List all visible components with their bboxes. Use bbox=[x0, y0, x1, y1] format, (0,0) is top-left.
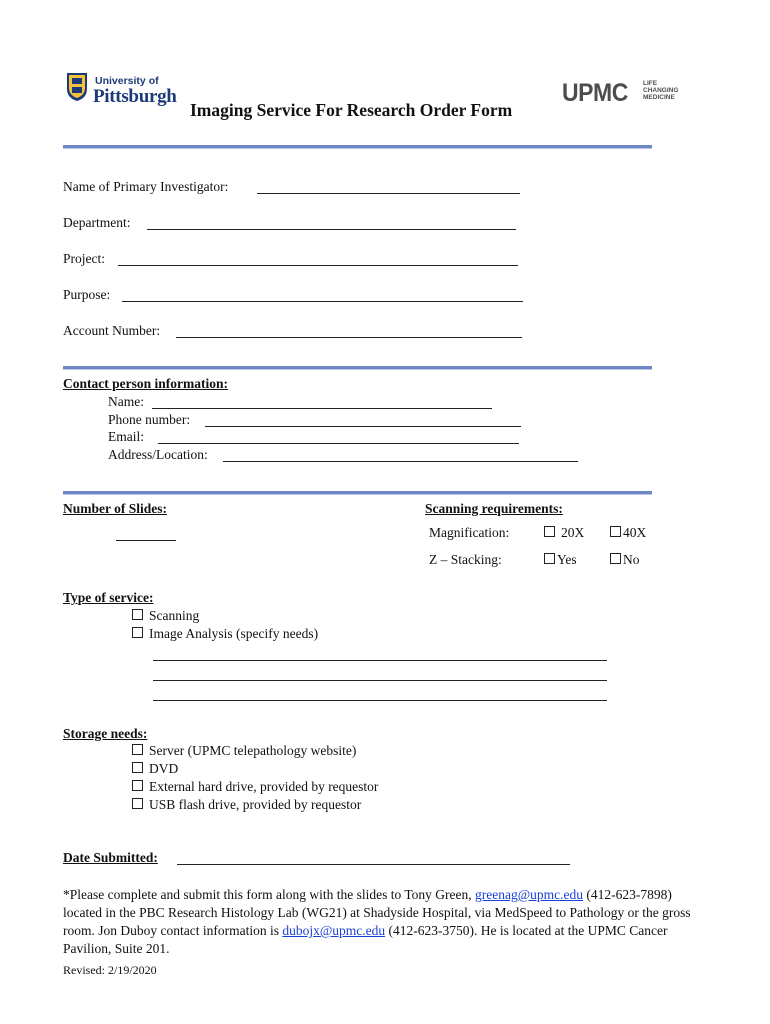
z-yes-checkbox[interactable] bbox=[544, 553, 555, 564]
department-field[interactable] bbox=[147, 229, 516, 230]
storage-dvd-option[interactable] bbox=[132, 761, 178, 777]
z-yes-label: Yes bbox=[557, 552, 577, 567]
contact-name-field[interactable] bbox=[152, 408, 492, 409]
upmc-tag-3: MEDICINE bbox=[643, 94, 675, 101]
footer-text-2: (412-623-7898) located in the PBC Research Histology Lab (WG21) at Shadyside Hospital, via MedSpeed to Pathology or the gross room. Jon Duboy contact information is bbox=[63, 887, 691, 938]
contact-email-label: Email: bbox=[108, 429, 144, 444]
service-scanning-checkbox[interactable] bbox=[132, 609, 143, 620]
storage-usb-label: USB flash drive, provided by requestor bbox=[149, 797, 362, 812]
project-label: Project: bbox=[63, 251, 105, 266]
slides-heading: Number of Slides: bbox=[63, 501, 168, 516]
service-scanning-option[interactable] bbox=[132, 608, 199, 624]
z-no-label: No bbox=[623, 552, 640, 567]
contact-phone-label: Phone number: bbox=[108, 412, 191, 427]
mag-40x-label: 40X bbox=[623, 525, 647, 540]
pitt-logo-name: Pittsburgh bbox=[93, 86, 177, 107]
storage-usb-option[interactable] bbox=[132, 797, 361, 813]
contact-address-label: Address/Location: bbox=[108, 447, 208, 462]
service-analysis-option[interactable] bbox=[132, 626, 318, 642]
analysis-needs-line-2[interactable] bbox=[153, 680, 607, 681]
analysis-needs-line-3[interactable] bbox=[153, 700, 607, 701]
z-no-checkbox[interactable] bbox=[610, 553, 621, 564]
service-analysis-checkbox[interactable] bbox=[132, 627, 143, 638]
zstack-label: Z – Stacking: bbox=[429, 552, 502, 567]
account-field[interactable] bbox=[176, 337, 522, 338]
department-label: Department: bbox=[63, 215, 131, 230]
divider-3 bbox=[63, 491, 652, 494]
footer-text-1: *Please complete and submit this form along with the slides to Tony Green, bbox=[63, 887, 475, 902]
upmc-tag-1: LIFE bbox=[643, 80, 658, 87]
z-yes-option[interactable] bbox=[544, 552, 577, 568]
analysis-needs-line-1[interactable] bbox=[153, 660, 607, 661]
storage-hdd-checkbox[interactable] bbox=[132, 780, 143, 791]
divider-1 bbox=[63, 145, 652, 148]
purpose-field[interactable] bbox=[122, 301, 523, 302]
scanning-heading: Scanning requirements: bbox=[425, 501, 563, 516]
contact-email-field[interactable] bbox=[158, 443, 519, 444]
storage-dvd-checkbox[interactable] bbox=[132, 762, 143, 773]
storage-server-option[interactable] bbox=[132, 743, 356, 759]
storage-dvd-label: DVD bbox=[149, 761, 179, 776]
mag-20x-checkbox[interactable] bbox=[544, 526, 555, 537]
pi-label: Name of Primary Investigator: bbox=[63, 179, 229, 194]
account-label: Account Number: bbox=[63, 323, 161, 338]
mag-20x-option[interactable] bbox=[544, 525, 584, 541]
page-title: Imaging Service For Research Order Form bbox=[190, 100, 513, 120]
footer-text-3: (412-623-3750). He is located at the UPMC Cancer Pavilion, Suite 201. bbox=[63, 923, 668, 956]
divider-2 bbox=[63, 366, 652, 369]
storage-server-label: Server (UPMC telepathology website) bbox=[149, 743, 357, 758]
storage-hdd-option[interactable] bbox=[132, 779, 378, 795]
email-link-duboy[interactable]: dubojx@upmc.edu bbox=[282, 923, 386, 938]
date-label: Date Submitted: bbox=[63, 850, 158, 865]
date-field[interactable] bbox=[177, 864, 570, 865]
magnification-label: Magnification: bbox=[429, 525, 510, 540]
contact-phone-field[interactable] bbox=[205, 426, 521, 427]
slides-count-field[interactable] bbox=[116, 540, 176, 541]
mag-40x-checkbox[interactable] bbox=[610, 526, 621, 537]
upmc-logo: UPMC bbox=[562, 79, 628, 107]
upmc-tag-2: CHANGING bbox=[643, 87, 679, 94]
z-no-option[interactable] bbox=[610, 552, 640, 568]
pitt-logo-top: University of bbox=[95, 75, 159, 87]
contact-address-field[interactable] bbox=[223, 461, 578, 462]
contact-name-label: Name: bbox=[108, 394, 144, 409]
footer-note bbox=[63, 886, 708, 958]
pitt-shield-icon bbox=[66, 72, 88, 102]
mag-20x-label: 20X bbox=[561, 525, 585, 540]
purpose-label: Purpose: bbox=[63, 287, 111, 302]
service-scanning-label: Scanning bbox=[149, 608, 200, 623]
project-field[interactable] bbox=[118, 265, 518, 266]
service-heading: Type of service: bbox=[63, 590, 154, 605]
pi-field[interactable] bbox=[257, 193, 520, 194]
mag-40x-option[interactable] bbox=[610, 525, 646, 541]
revised-date: Revised: 2/19/2020 bbox=[63, 963, 157, 977]
contact-heading: Contact person information: bbox=[63, 376, 228, 391]
upmc-tagline bbox=[643, 80, 678, 101]
email-link-green[interactable]: greenag@upmc.edu bbox=[475, 887, 584, 902]
service-analysis-label: Image Analysis (specify needs) bbox=[149, 626, 319, 641]
storage-heading: Storage needs: bbox=[63, 726, 148, 741]
storage-hdd-label: External hard drive, provided by requestor bbox=[149, 779, 379, 794]
storage-server-checkbox[interactable] bbox=[132, 744, 143, 755]
storage-usb-checkbox[interactable] bbox=[132, 798, 143, 809]
